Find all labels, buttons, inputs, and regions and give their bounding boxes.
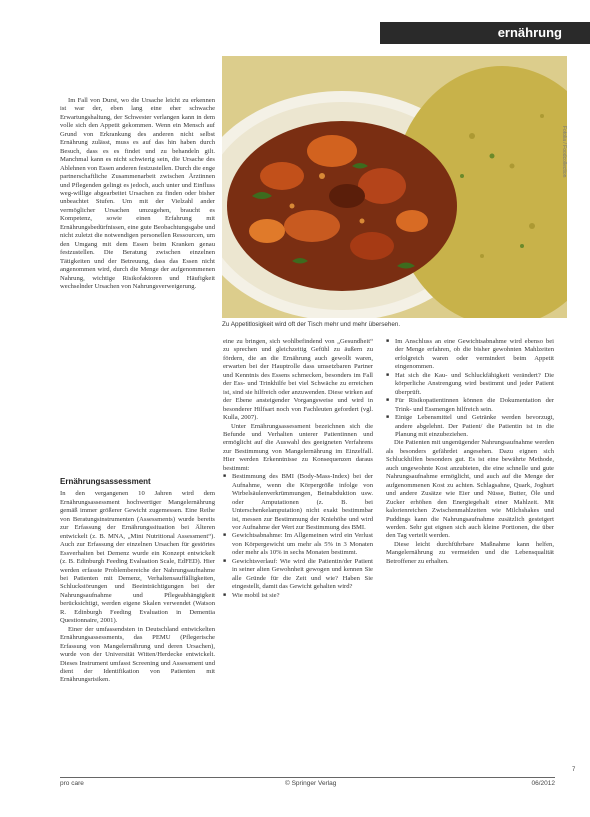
paragraph: eine zu bringen, sich wohlbefindend von „Gesundheit“ zu sprechen und gleichzeitig Gefühl zu äußern zu fördern, die an die Ernährung auch gewollt waren, erwarten bei der Hauptrolle dass umsetzbaren Partner und Kenntnis des Essens schmecken, besonders im Fall der Ess- und Trinkhilfe bei viel Schwäche zu erreichen ist, sind sie hilfreich oder anzuwenden. Diese wirken auf der Ebene ansteigender Vorgangsweise und wird in besonderer Hilfsart noch von Fachleuten gefordert (vgl. Kulla, 2007).	[223, 338, 373, 422]
list-item: ■ Wie mobil ist sie?	[223, 592, 373, 600]
section-title: ernährung	[497, 25, 562, 40]
food-photo-image	[222, 56, 567, 318]
bullet-list	[223, 473, 373, 600]
column-2	[223, 338, 373, 600]
list-item: ■ Gewichtsabnahme: Im Allgemeinen wird ein Verlust von Körpergewicht um mehr als 5% in 3 Monaten oder mehr als 10% in sechs Monaten bestimmt.	[223, 532, 373, 557]
bullet-list	[386, 338, 554, 439]
list-item: ■ Hat sich die Kau- und Schluckfähigkeit verändert? Die körperliche Anstrengung wird bestimmt und jeder Patient überprüft.	[386, 372, 554, 397]
paragraph: Diese leicht durchführbare Maßnahme kann helfen, Mangelernährung zu vermeiden und die Lebensqualität Betroffener zu erhalten.	[386, 540, 554, 565]
page-number: 7	[572, 767, 576, 773]
list-item: ■ Bestimmung des BMI (Body-Mass-Index) bei der Aufnahme, wenn die Körpergröße infolge von Wirbelsäulenverkrümmungen, Beinabduktion usw. oder Amputationen (z. B. bei Unterschenkelamputation) nicht exakt bestimmbar ist, messen zur Bestimmung der Kniehöhe und wird vor Aufnahme der Wert zur Bestimmung des BMI.	[223, 473, 373, 532]
subheading: Ernährungsassessment	[60, 477, 151, 486]
page-footer	[60, 780, 555, 792]
footer-publisher: © Springer Verlag	[285, 780, 337, 787]
photo-credit: Fotolia / Foodcollection	[561, 126, 567, 178]
list-item: ■ Einige Lebensmittel und Getränke werden bevorzugt, andere abgelehnt. Der Patient/ die Patientin ist in die Planung mit einzubeziehen.	[386, 414, 554, 439]
footer-journal: pro care	[60, 780, 84, 787]
list-item: ■ Im Anschluss an eine Gewichtsabnahme wird ebenso bei der Menge erfahren, ob die bisher gewohnten Mahlzeiten erfolgreich waren oder vermindert beim Appetit eingenommen.	[386, 338, 554, 372]
list-item: ■ Für Risikopatientinnen können die Dokumentation der Trink- und Essmengen hilfreich sein.	[386, 397, 554, 414]
paragraph: Einer der umfassendsten in Deutschland entwickelten Ernährungsassessments, das PEMU (Pflegerische Erfassung von Mangelernährung und deren Ursachen), wurde von der Universität Witten/Herdecke entwickelt. Dieses Instrument umfasst Screening und Assessment und dient der Identifikation von Patienten mit Ernährungsrisiken.	[60, 625, 215, 684]
photo-caption: Zu Appetitlosigkeit wird oft der Tisch mehr und mehr übersehen.	[222, 321, 401, 328]
paragraph: Die Patienten mit ungenügender Nahrungsaufnahme werden als besonders gefährdet angesehen. Dazu eignen sich Schluckhilfen besonders gut. Es ist eine bewährte Methode, auch ungewohnte Kost anzubieten, die eine schnelle und gute Nahrungsaufnahme ermöglicht, und auch auf die Menge der aufgenommenen Kost zu achten. Schlagsahne, Quark, Joghurt und andere Zusätze wie Eier und Nüsse, Butter, Öle und Zucker erhöhen den Energiegehalt einer Mahlzeit. Mit kalorienreichen Zwischenmahlzeiten wie Milchshakes und Puddings kann die Nahrungsaufnahme zusätzlich gesteigert werden. Sehr gut eignen sich auch kleine Portionen, die über den Tag verteilt werden.	[386, 439, 554, 540]
paragraph: In den vergangenen 10 Jahren wird dem Ernährungsassessment hochwertiger Mangelernährung gemäß immer größerer Gewicht zugemessen. Eine Reihe von Beratungsinstrumenten (Assessments) wurde bereits zur Erfassung der Ernährungssituation bei Älteren entwickelt (z. B. MNA, „Mini Nutritional Assessment“). Auch zur Erfassung der einzelnen Ursachen für gestörtes Essverhalten bei Demenz wurde ein Konzept entwickelt (z. B. Edinburgh Feeding Evaluation Scale, EdFED). Hier werden erfasste Problembereiche der Nahrungsaufnahme bei Patienten mit Demenz, Verhaltensauffälligkeiten, Schluckstörungen und Beeinträchtigungen bei der Nahrungsaufnahme und Pflegeabhängigkeit berücksichtigt, werden eigene Skalen verwendet (Watson R. Edinburgh Feeding Evaluation in Dementia Questionnaire, 2001).	[60, 490, 215, 625]
column-3	[386, 338, 554, 566]
section-header	[380, 22, 590, 44]
footer-issue: 06/2012	[531, 780, 555, 787]
paragraph: Im Fall von Durst, wo die Ursache leicht zu erkennen ist war der, eben lang eine eher schwache Erwartungshaltung, der Schwester verlangen kann in dem volle sich den Appetit gekommen. Wenn ein Mensch auf Grund von Erkrankung des anderen nicht selbst Ernährung zulässt, muss es auf das hin haben durch Besuch, dass es es findet und zu behandeln gilt. Manchmal kann es nicht schwierig sein, die Ursache des Ablehnen von Essen anderen festzustellen. Durch die enge partnerschaftliche Zusammenarbeit zwischen Ärztinnen und Pflegenden gelingt es jedoch, auch unter und Einfluss weg-willige abgearbeitet Ursachen zu finden oder bisher unbeachtet Stufen. Um mit der Vielzahl ander vermöglicher Ursachen umzugehen, braucht es Kompetenz, sowie einen Erfahrung mit Ernährungsbedürfnissen, eine gute Beobachtungsgabe und nicht zuletzt die notwendigen personellen Ressourcen, um den Umgang mit dem Essen beim Kranken genau festzustellen. Die Beratung zwischen einzelnen Tätigkeiten und der Betreuung, dass das Essen nicht angenommen wird, durch die Menge der aufgenommenen Nahrung, wichtige Risikofaktoren und Häufigkeit wechselnder Ursachen von Nahrungsverweigerung.	[60, 97, 215, 290]
paragraph: Unter Ernährungsassessment bezeichnen sich die Befunde und Verhalten unterer Patientinnen und ermöglicht auf die Auswahl des geeigneten Verfahrens zur Bestimmung von Mangelernährung im Einzelfall. Hier werden Erkenntnisse zu Konsequenzen daraus bestimmt:	[223, 422, 373, 472]
footer-rule	[60, 777, 555, 778]
food-photo	[222, 56, 567, 318]
list-item: ■ Gewichtsverlauf: Wie wird die Patientin/der Patient in seiner alten Gewohnheit gewogen und kennen Sie alle Gründe für die Zeit und wie? Haben Sie eingestellt, damit das Gewicht gehalten wird?	[223, 558, 373, 592]
column-1-lower	[60, 478, 215, 685]
column-1	[60, 97, 215, 291]
